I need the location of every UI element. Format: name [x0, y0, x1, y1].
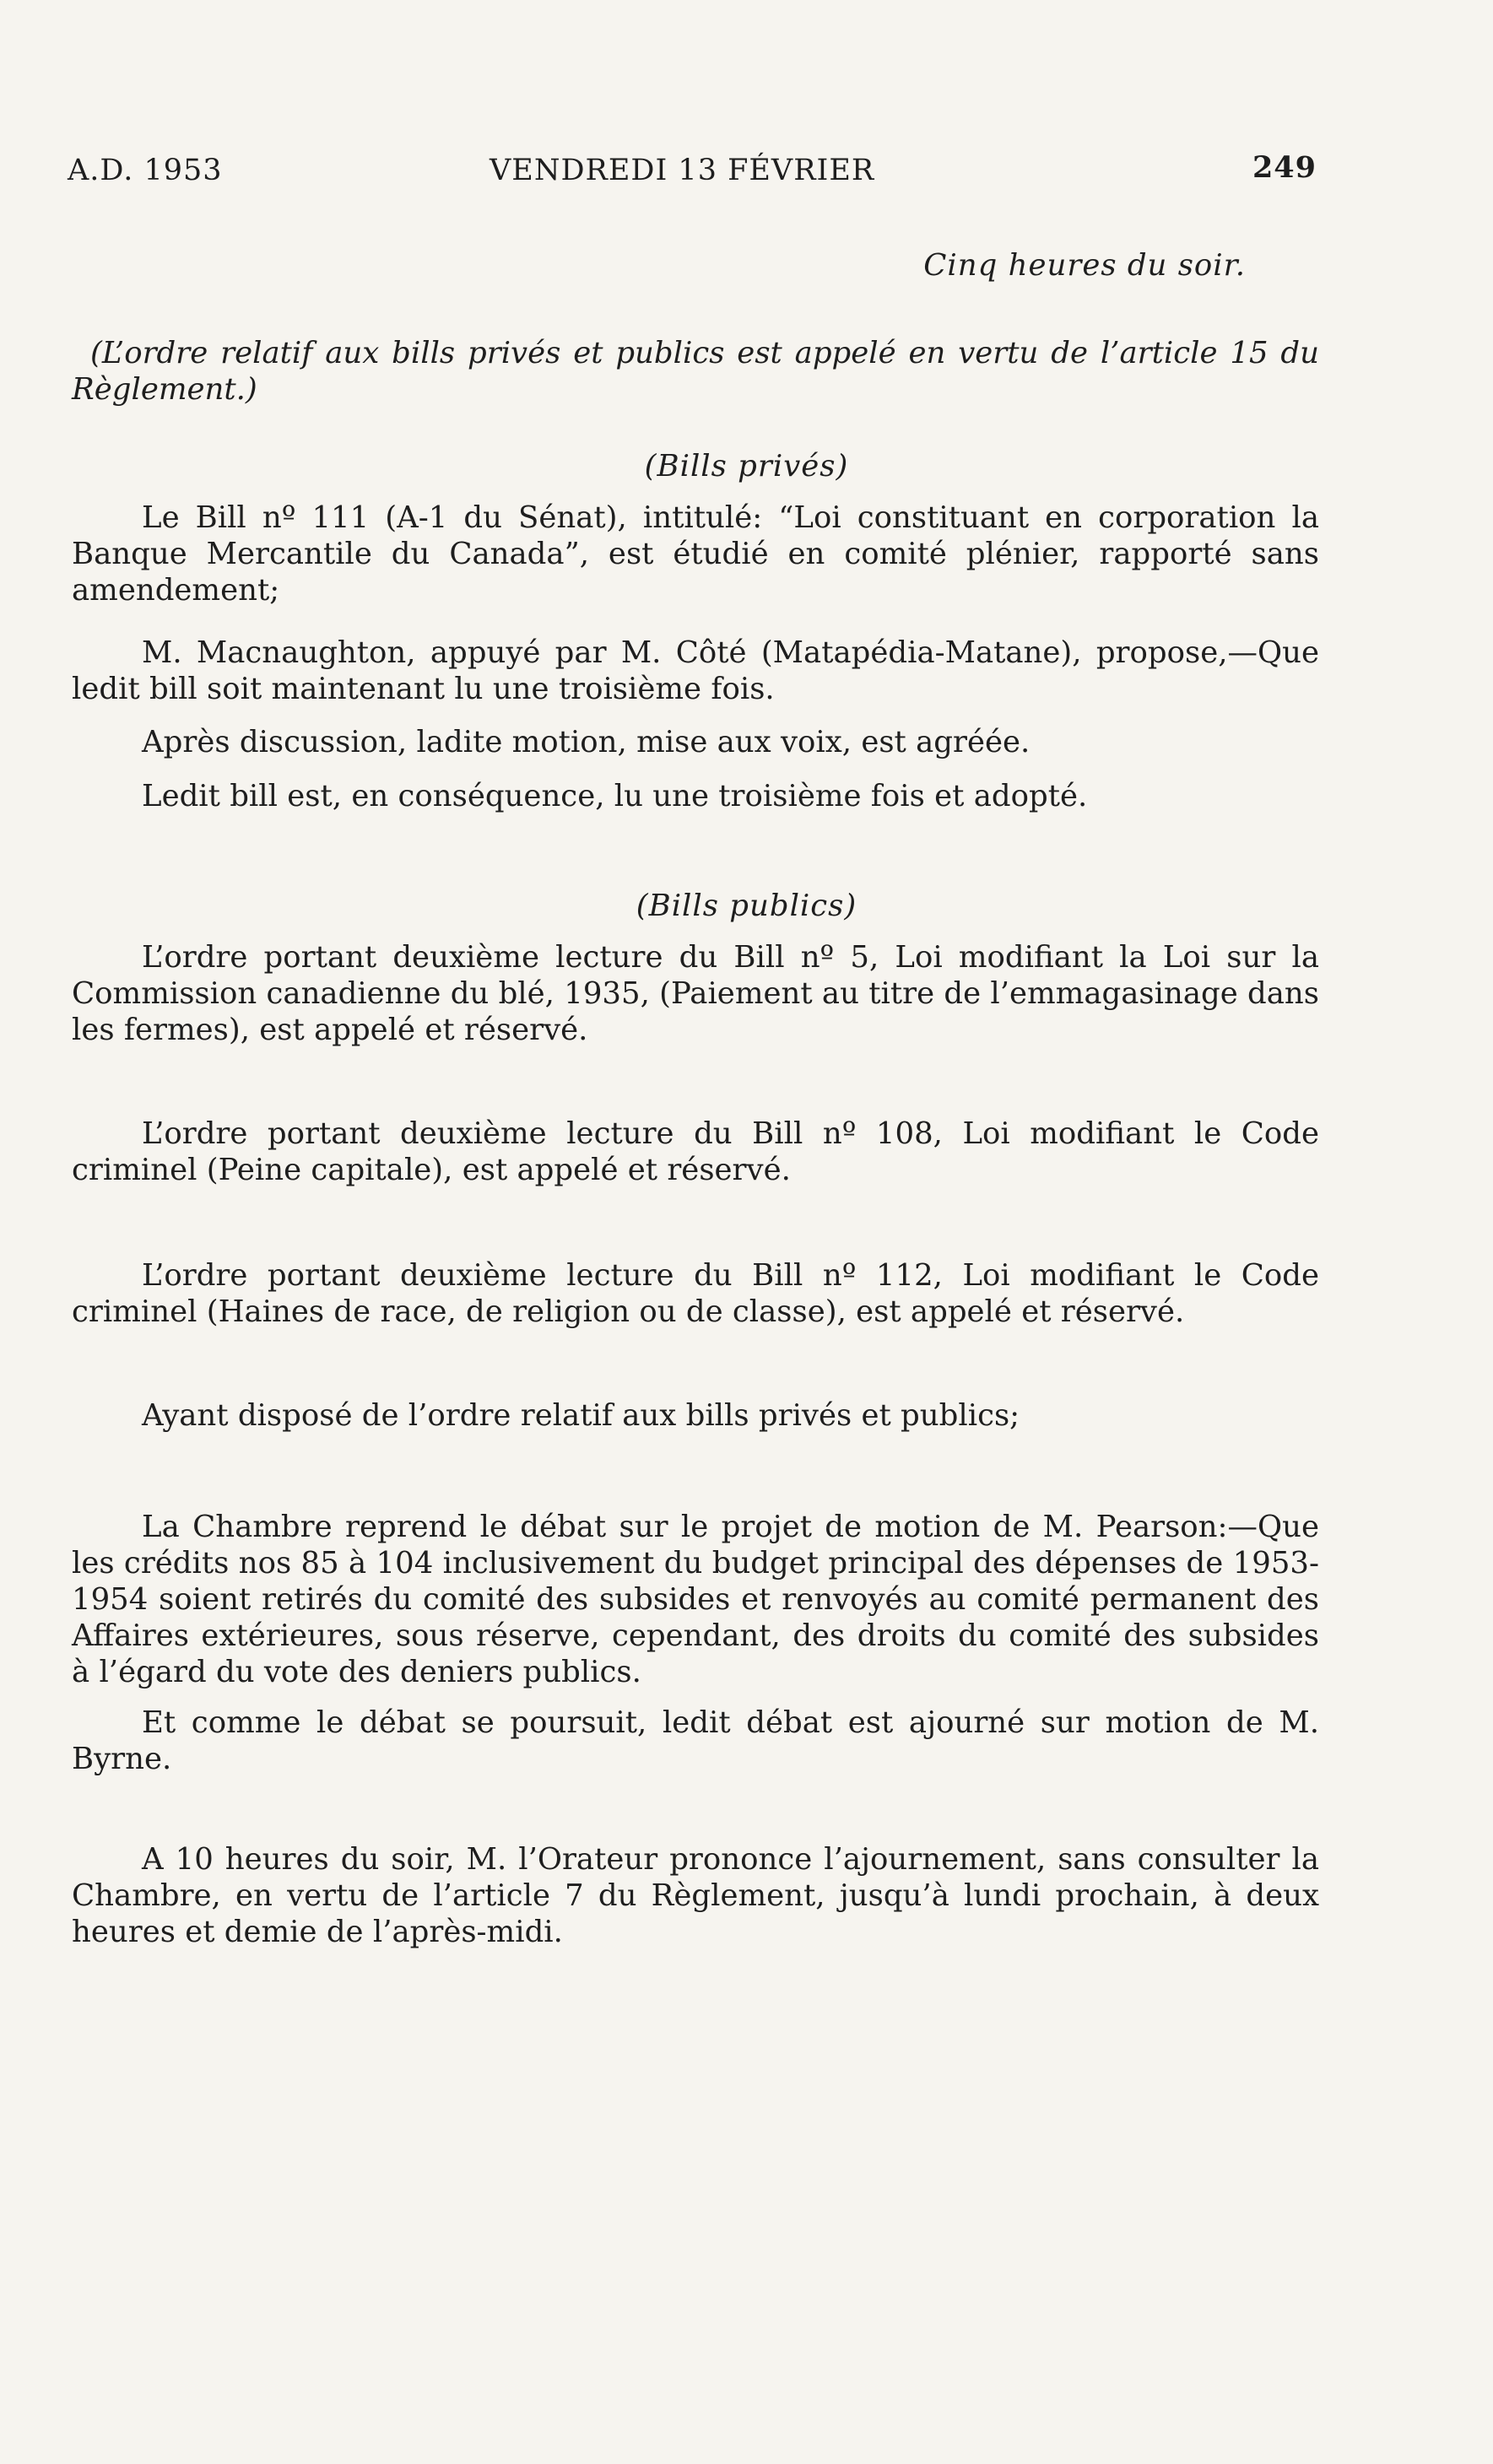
- debate-paragraph: Et comme le débat se poursuit, ledit débat est ajourné sur motion de M. Byrne.: [72, 1705, 1319, 1776]
- public-bill-paragraph: L’ordre portant deuxième lecture du Bill nº 108, Loi modifiant le Code criminel (Peine capitale), est appelé et réservé.: [72, 1116, 1319, 1187]
- disposed-paragraph: Ayant disposé de l’ordre relatif aux bills privés et publics;: [142, 1398, 1020, 1433]
- private-bill-paragraph: Après discussion, ladite motion, mise aux voix, est agréée.: [142, 725, 1030, 759]
- debate-paragraph: La Chambre reprend le débat sur le projet de motion de M. Pearson:—Que les crédits nos 85 à 104 inclusivement du budget principal des dépenses de 1953-1954 soient retirés du comité des subsides et renvoyés au comité permanent des Affaires extérieures, sous réserve, cependant, des droits du comité des subsides à l’égard du vote des deniers publics.: [72, 1510, 1319, 1689]
- private-bill-paragraph: Le Bill nº 111 (A-1 du Sénat), intitulé: “Loi constituant en corporation la Banque Mercantile du Canada”, est étudié en comité plénier, rapporté sans amendement;: [72, 500, 1319, 608]
- private-bill-paragraph: M. Macnaughton, appuyé par M. Côté (Matapédia-Matane), propose,—Que ledit bill soit maintenant lu une troisième fois.: [72, 635, 1319, 706]
- public-bills-heading: (Bills publics): [636, 889, 857, 923]
- private-bill-paragraph: Ledit bill est, en conséquence, lu une troisième fois et adopté.: [142, 779, 1088, 813]
- public-bill-paragraph: L’ordre portant deuxième lecture du Bill nº 5, Loi modifiant la Loi sur la Commission canadienne du blé, 1935, (Paiement au titre de l’emmagasinage dans les fermes), est appelé et réservé.: [72, 940, 1319, 1047]
- header-date: VENDREDI 13 FÉVRIER: [490, 154, 875, 187]
- page-header: [68, 150, 1317, 196]
- public-bill-paragraph: L’ordre portant deuxième lecture du Bill nº 112, Loi modifiant le Code criminel (Haines de race, de religion ou de classe), est appelé et réservé.: [72, 1258, 1319, 1329]
- adjournment-paragraph: A 10 heures du soir, M. l’Orateur prononce l’ajournement, sans consulter la Chambre, en vertu de l’article 7 du Règlement, jusqu’à lundi prochain, à deux heures et demie de l’après-midi.: [72, 1842, 1319, 1949]
- order-note: (L’ordre relatif aux bills privés et publics est appelé en vertu de l’article 15 du Règlement.): [72, 336, 1319, 407]
- page-number: 249: [1252, 150, 1317, 185]
- time-note: Cinq heures du soir.: [923, 248, 1246, 283]
- private-bills-heading: (Bills privés): [644, 449, 849, 484]
- header-year: A.D. 1953: [68, 154, 223, 187]
